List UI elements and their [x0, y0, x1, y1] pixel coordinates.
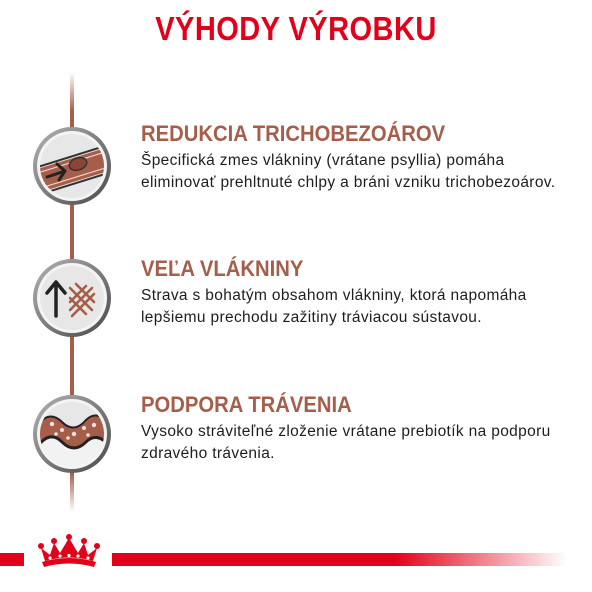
benefit-description: Strava s bohatým obsahom vlákniny, ktorá napomáha lepšiemu prechodu zažitiny tráviacou sústavou.	[141, 287, 527, 326]
footer-line-left	[0, 553, 24, 566]
hairball-icon	[32, 126, 112, 206]
benefit-item-digestion	[141, 392, 571, 465]
royal-canin-crown-icon	[36, 534, 102, 570]
benefit-title: PODPORA TRÁVENIA	[141, 392, 352, 417]
benefit-title: REDUKCIA TRICHOBEZOÁROV	[141, 121, 446, 146]
benefit-description: Vysoko stráviteľné zloženie vrátane prebiotík na podporu zdravého trávenia.	[141, 423, 551, 462]
benefit-item-hairball	[141, 121, 571, 194]
page-title: VÝHODY VÝROBKU	[155, 10, 437, 47]
benefit-item-fibre	[141, 256, 571, 329]
footer-line-right	[112, 553, 567, 566]
digestion-icon	[32, 394, 112, 474]
fibre-icon	[32, 258, 112, 338]
benefit-description: Špecifická zmes vlákniny (vrátane psyllia) pomáha eliminovať prehltnuté chlpy a bráni vzniku trichobezoárov.	[141, 152, 556, 191]
benefit-title: VEĽA VLÁKNINY	[141, 256, 304, 281]
